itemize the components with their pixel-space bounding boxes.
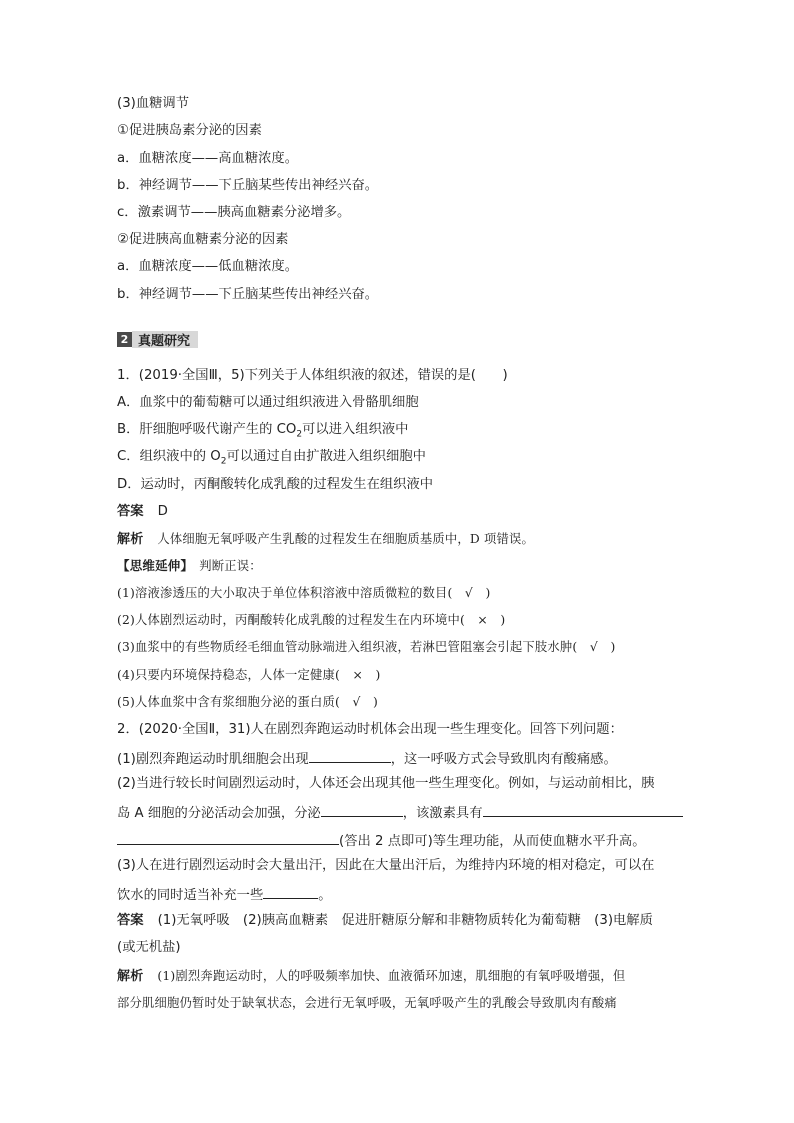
question-1-analysis: 解析 人体细胞无氧呼吸产生乳酸的过程发生在细胞质基质中，D 项错误。: [117, 532, 534, 547]
intro-line-4: b．神经调节——下丘脑某些传出神经兴奋。: [117, 178, 379, 193]
answer-blank-3-continued: [117, 830, 339, 845]
question-1-option-d: D．运动时，丙酮酸转化成乳酸的过程发生在组织液中: [117, 477, 434, 492]
question-2-analysis-line-2: 部分肌细胞仍暂时处于缺氧状态，会进行无氧呼吸，无氧呼吸产生的乳酸会导致肌肉有酸痛: [117, 996, 617, 1010]
question-2-answer-line-2: (或无机盐): [117, 940, 181, 955]
judge-item-4: (4)只要内环境保持稳态，人体一定健康( × ): [117, 668, 381, 682]
question-2-part-2-line-3: (答出 2 点即可)等生理功能，从而使血糖水平升高。: [117, 830, 646, 851]
analysis-label: 解析: [117, 969, 144, 984]
answer-label: 答案: [117, 504, 144, 519]
analysis-label: 解析: [117, 532, 144, 547]
question-1-option-b: B．肝细胞呼吸代谢产生的 $CO_2$可以进入组织液中: [117, 422, 409, 440]
judge-item-1: (1)溶液渗透压的大小取决于单位体积溶液中溶质微粒的数目( √ ): [117, 586, 491, 600]
question-2-stem: 2．(2020·全国Ⅱ，31)人在剧烈奔跑运动时机体会出现一些生理变化。回答下列问题：: [117, 722, 623, 737]
answer-blank-4: [263, 884, 318, 899]
section-title: 真题研究: [132, 331, 198, 348]
question-2-part-2-line-2: 岛 A 细胞的分泌活动会加强，分泌 ，该激素具有: [117, 802, 683, 823]
intro-line-6: ②促进胰高血糖素分泌的因素: [117, 232, 289, 247]
intro-line-5: c．激素调节——胰高血糖素分泌增多。: [117, 205, 351, 220]
intro-line-1: (3)血糖调节: [117, 96, 190, 111]
thinking-extension: 【思维延伸】 判断正误：: [117, 558, 262, 573]
question-2-part-3-line-1: (3)人在进行剧烈运动时会大量出汗，因此在大量出汗后，为维持内环境的相对稳定，可以在: [117, 858, 655, 873]
question-2-part-3-line-2: 饮水的同时适当补充一些 。: [117, 884, 332, 905]
answer-blank-1: [309, 748, 391, 763]
question-1-answer: 答案 D: [117, 504, 168, 519]
intro-line-2: ①促进胰岛素分泌的因素: [117, 123, 262, 138]
question-1-option-c: C．组织液中的 $O_2$可以通过自由扩散进入组织细胞中: [117, 449, 426, 467]
question-1-stem: 1．(2019·全国Ⅲ，5)下列关于人体组织液的叙述，错误的是( ): [117, 368, 508, 383]
judge-item-2: (2)人体剧烈运动时，丙酮酸转化成乳酸的过程发生在内环境中( × ): [117, 613, 506, 627]
section-heading: [117, 331, 198, 348]
question-2-answer-line-1: 答案 (1)无氧呼吸 (2)胰高血糖素 促进肝糖原分解和非糖物质转化为葡萄糖 (3)电解质: [117, 913, 653, 928]
answer-blank-3: [483, 802, 683, 817]
question-2-part-1: (1)剧烈奔跑运动时肌细胞会出现 ，这一呼吸方式会导致肌肉有酸痛感。: [117, 748, 617, 769]
intro-line-3: a．血糖浓度——高血糖浓度。: [117, 151, 299, 166]
question-2-part-2-line-1: (2)当进行较长时间剧烈运动时，人体还会出现其他一些生理变化。例如，与运动前相比，胰: [117, 776, 655, 791]
question-2-analysis-line-1: 解析 (1)剧烈奔跑运动时，人的呼吸频率加快、血液循环加速，肌细胞的有氧呼吸增强，但: [117, 969, 626, 984]
answer-blank-2: [321, 802, 403, 817]
judge-item-5: (5)人体血浆中含有浆细胞分泌的蛋白质( √ ): [117, 695, 378, 709]
intro-line-7: a．血糖浓度——低血糖浓度。: [117, 259, 299, 274]
intro-line-8: b．神经调节——下丘脑某些传出神经兴奋。: [117, 287, 379, 302]
question-1-option-a: A．血浆中的葡萄糖可以通过组织液进入骨骼肌细胞: [117, 395, 419, 410]
answer-label: 答案: [117, 913, 144, 928]
judge-item-3: (3)血浆中的有些物质经毛细血管动脉端进入组织液，若淋巴管阻塞会引起下肢水肿( √ ): [117, 640, 616, 654]
extension-label: 【思维延伸】: [117, 558, 194, 573]
section-number-badge: 2: [117, 332, 132, 347]
